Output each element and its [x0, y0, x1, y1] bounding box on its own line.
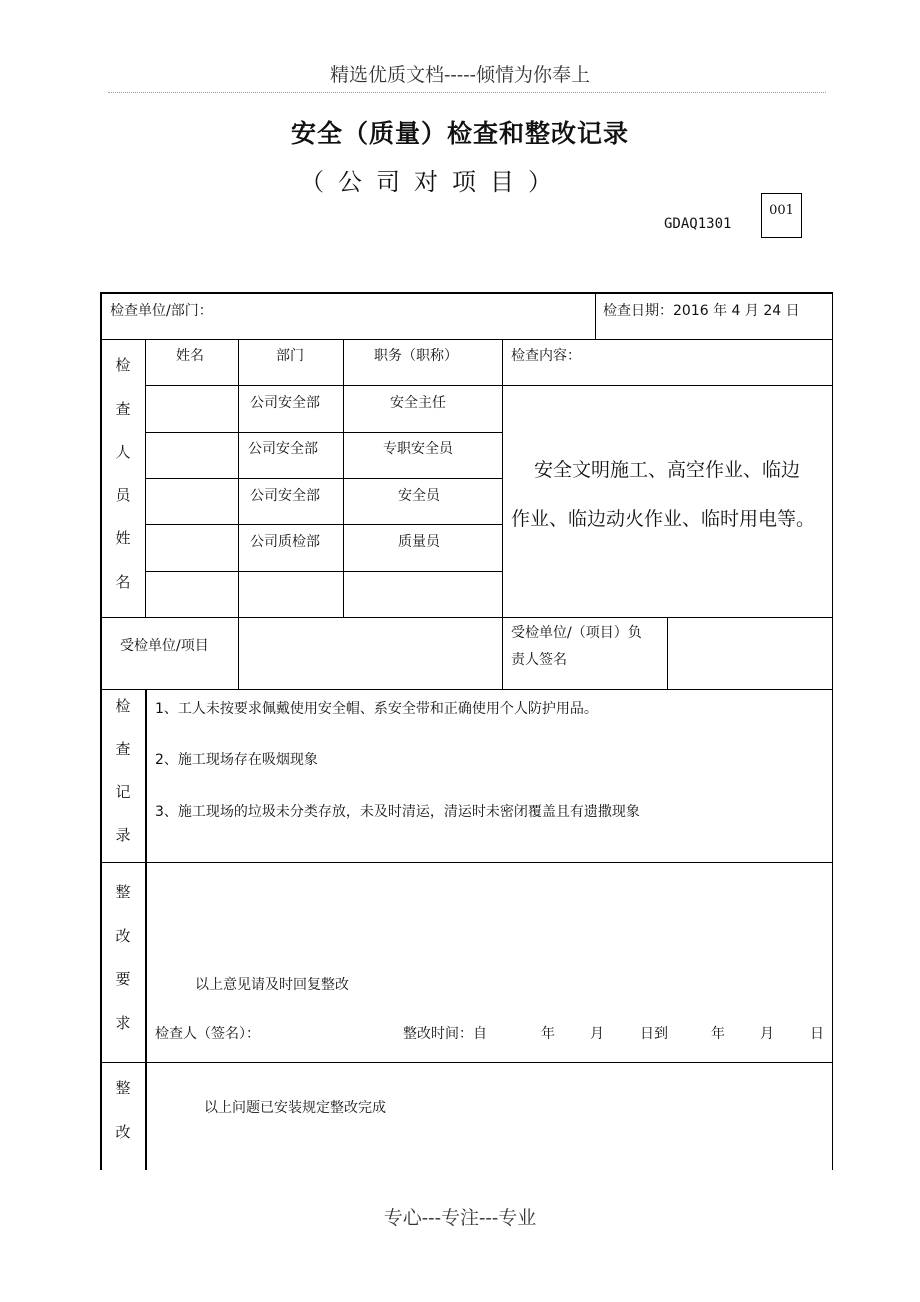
table-right-border: [832, 292, 833, 1170]
record-label-char: 录: [115, 826, 131, 844]
row-line: [145, 478, 502, 479]
rectified-text: 以上问题已安装规定整改完成: [204, 1100, 386, 1116]
rectify-time-unit: 日到: [640, 1026, 668, 1042]
col-line: [145, 689, 147, 1170]
document-subtitle: （公司对项目）: [300, 168, 566, 196]
inspection-unit-label: 检查单位/部门：: [110, 303, 213, 319]
inspector-position: 安全主任: [390, 395, 446, 411]
col-header-name: 姓名: [176, 348, 204, 364]
inspector-position: 专职安全员: [383, 441, 453, 457]
rectified-label-char: 改: [115, 1123, 131, 1141]
col-line: [238, 339, 239, 689]
requirement-label-char: 求: [115, 1014, 131, 1032]
inspectors-label-char: 人: [115, 443, 131, 461]
page-header: 精选优质文档-----倾情为你奉上: [329, 64, 591, 86]
inspection-date: 检查日期：2016 年 4 月 24 日: [603, 303, 800, 319]
col-line: [502, 339, 503, 689]
row-line: [145, 524, 502, 525]
col-line: [343, 339, 344, 617]
requirement-text: 以上意见请及时回复整改: [195, 977, 349, 993]
rectify-time-unit: 年: [711, 1026, 725, 1042]
inspector-department: 公司安全部: [250, 488, 320, 504]
row-line: [145, 571, 502, 572]
responsible-sign-label: 责人签名: [511, 652, 567, 668]
row-line: [100, 617, 833, 618]
table-left-border: [100, 292, 102, 1170]
inspectors-label-char: 名: [115, 573, 131, 591]
record-label-char: 检: [115, 697, 131, 715]
inspector-department: 公司安全部: [248, 441, 318, 457]
rectify-time-unit: 日: [810, 1026, 824, 1042]
header-divider: [108, 92, 826, 93]
row-line: [145, 385, 833, 386]
row-line: [145, 432, 502, 433]
content-label: 检查内容：: [511, 348, 581, 364]
form-code: GDAQ1301: [664, 216, 732, 232]
record-item: 1、工人未按要求佩戴使用安全帽、系安全带和正确使用个人防护用品。: [155, 701, 598, 717]
col-header-position: 职务（职称）: [374, 348, 458, 364]
row-line: [100, 689, 833, 690]
requirement-label-char: 整: [115, 883, 131, 901]
col-line: [595, 292, 596, 339]
inspection-content-line: 安全文明施工、高空作业、临边: [534, 459, 801, 481]
requirement-label-char: 改: [115, 927, 131, 945]
record-label-char: 记: [115, 783, 131, 801]
col-header-department: 部门: [276, 348, 304, 364]
requirement-label-char: 要: [115, 970, 131, 988]
rectify-time-unit: 月: [590, 1026, 604, 1042]
responsible-sign-label: 受检单位/（项目）负: [511, 625, 642, 641]
record-label-char: 查: [115, 740, 131, 758]
row-line: [100, 339, 833, 340]
col-line: [145, 339, 146, 617]
inspectors-label-char: 姓: [115, 529, 131, 547]
row-line: [100, 1062, 833, 1063]
inspectors-label-char: 查: [115, 400, 131, 418]
table-top-border: [100, 292, 833, 294]
page-footer: 专心---专注---专业: [383, 1207, 537, 1229]
rectified-label-char: 整: [115, 1079, 131, 1097]
inspector-department: 公司安全部: [250, 395, 320, 411]
record-number-box: 001: [761, 193, 802, 238]
row-line: [100, 862, 833, 863]
inspectors-label-char: 员: [115, 486, 131, 504]
rectify-time-label: 整改时间：自: [403, 1026, 487, 1042]
document-title: 安全（质量）检查和整改记录: [290, 119, 629, 148]
col-line: [667, 617, 668, 689]
inspected-unit-label: 受检单位/项目: [120, 638, 209, 654]
record-item: 3、施工现场的垃圾未分类存放，未及时清运，清运时未密闭覆盖且有遗撒现象: [155, 804, 640, 820]
inspector-position: 质量员: [398, 534, 440, 550]
rectify-time-unit: 年: [541, 1026, 555, 1042]
inspector-position: 安全员: [398, 488, 440, 504]
inspectors-label-char: 检: [115, 356, 131, 374]
inspection-content-line: 作业、临边动火作业、临时用电等。: [511, 508, 816, 530]
rectify-time-unit: 月: [760, 1026, 774, 1042]
inspector-department: 公司质检部: [250, 534, 320, 550]
inspector-signature-label: 检查人（签名）：: [155, 1026, 260, 1042]
record-item: 2、施工现场存在吸烟现象: [155, 752, 318, 768]
